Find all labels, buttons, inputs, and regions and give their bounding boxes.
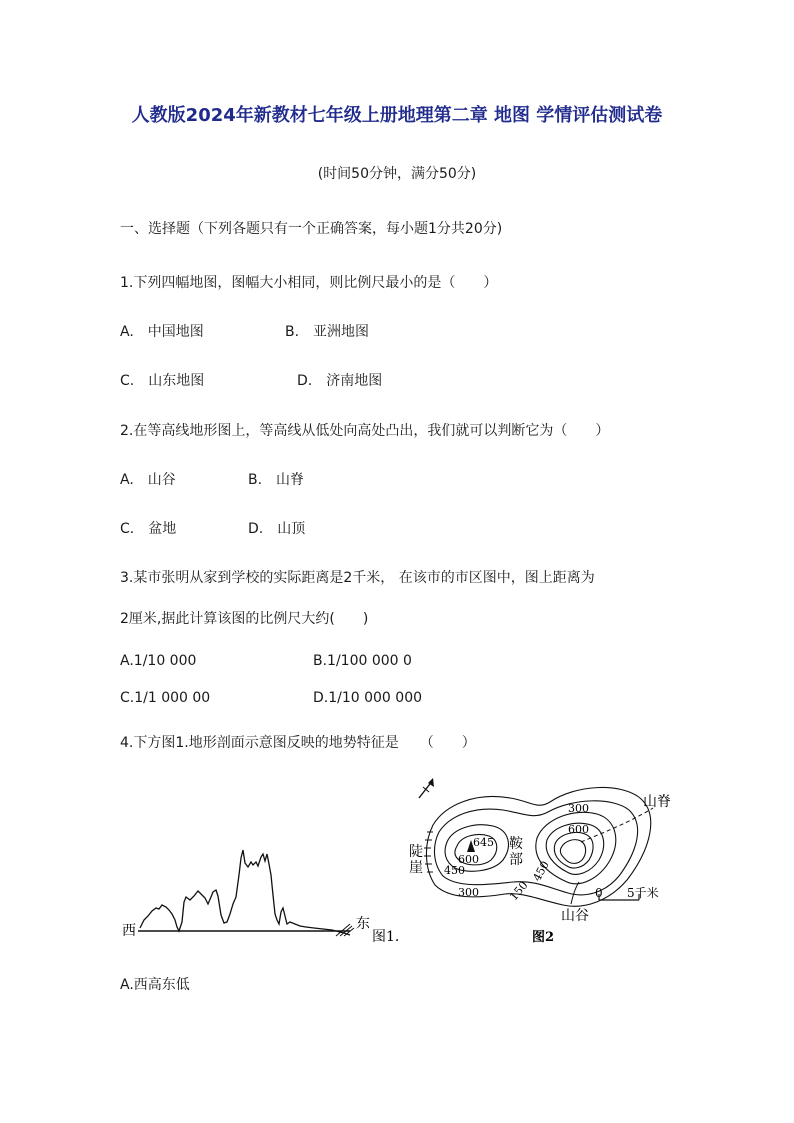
- cliff-label-2: 崖: [409, 860, 423, 876]
- question-2-stem: 2.在等高线地形图上，等高线从低处向高处凸出，我们就可以判断它为（ ）: [120, 423, 610, 439]
- saddle-label-1: 鞍: [509, 836, 523, 852]
- cliff-label-1: 陡: [409, 844, 423, 860]
- north-arrow-icon: [419, 778, 434, 798]
- contour-map-figure: [405, 770, 690, 945]
- contour-450-label-east: 450: [530, 858, 552, 884]
- ridge-label: 山脊: [643, 794, 671, 810]
- elevation-645-label: 645: [473, 836, 494, 849]
- contour-300-label-east: 300: [568, 802, 589, 815]
- contour-inner-2: [560, 840, 585, 864]
- figure-1-caption: 图1.: [372, 929, 400, 945]
- terrain-profile-line: [140, 850, 350, 935]
- east-label: 东: [356, 916, 370, 932]
- q3-option-a: A.1/10 000: [120, 653, 197, 669]
- west-label: 西: [122, 923, 136, 939]
- contour-150-label: 150: [507, 878, 531, 904]
- q2-option-d: D. 山顶: [248, 521, 306, 537]
- q1-option-c: C. 山东地图: [120, 373, 205, 389]
- scale-zero-label: 0: [595, 886, 603, 900]
- valley-label: 山谷: [561, 908, 589, 924]
- saddle-label-2: 部: [509, 852, 523, 868]
- question-3-stem-line1: 3.某市张明从家到学校的实际距离是2千米， 在该市的市区图中，图上距离为: [120, 570, 595, 586]
- terrain-profile-figure: [118, 840, 408, 945]
- question-1-stem: 1.下列四幅地图，图幅大小相同，则比例尺最小的是（ ）: [120, 275, 498, 291]
- q4-option-a: A.西高东低: [120, 977, 190, 993]
- section-heading: 一、选择题（下列各题只有一个正确答案，每小题1分共20分): [120, 221, 503, 237]
- q1-option-a: A. 中国地图: [120, 324, 204, 340]
- q1-option-b: B. 亚洲地图: [285, 324, 370, 340]
- q2-option-a: A. 山谷: [120, 472, 176, 488]
- q3-option-c: C.1/1 000 00: [120, 690, 211, 706]
- page-title: 人教版2024年新教材七年级上册地理第二章 地图 学情评估测试卷: [131, 105, 663, 126]
- valley-line: [571, 882, 579, 904]
- scale-5km-label: 5千米: [627, 886, 659, 900]
- question-3-stem-line2: 2厘米,据此计算该图的比例尺大约( ): [120, 611, 369, 627]
- question-4-stem: 4.下方图1.地形剖面示意图反映的地势特征是 （ ）: [120, 735, 476, 751]
- contour-300-label-west: 300: [458, 886, 479, 899]
- q1-option-d: D. 济南地图: [297, 373, 383, 389]
- contour-600-label-west: 600: [458, 853, 479, 866]
- q3-option-d: D.1/10 000 000: [313, 690, 423, 706]
- q3-option-b: B.1/100 000 0: [313, 653, 412, 669]
- q2-option-b: B. 山脊: [248, 472, 305, 488]
- exam-info: (时间50分钟，满分50分): [317, 166, 477, 182]
- contour-600-label-east: 600: [568, 823, 589, 836]
- q2-option-c: C. 盆地: [120, 521, 177, 537]
- contour-450-label-west: 450: [444, 864, 465, 877]
- figure-2-caption: 图2: [532, 930, 555, 945]
